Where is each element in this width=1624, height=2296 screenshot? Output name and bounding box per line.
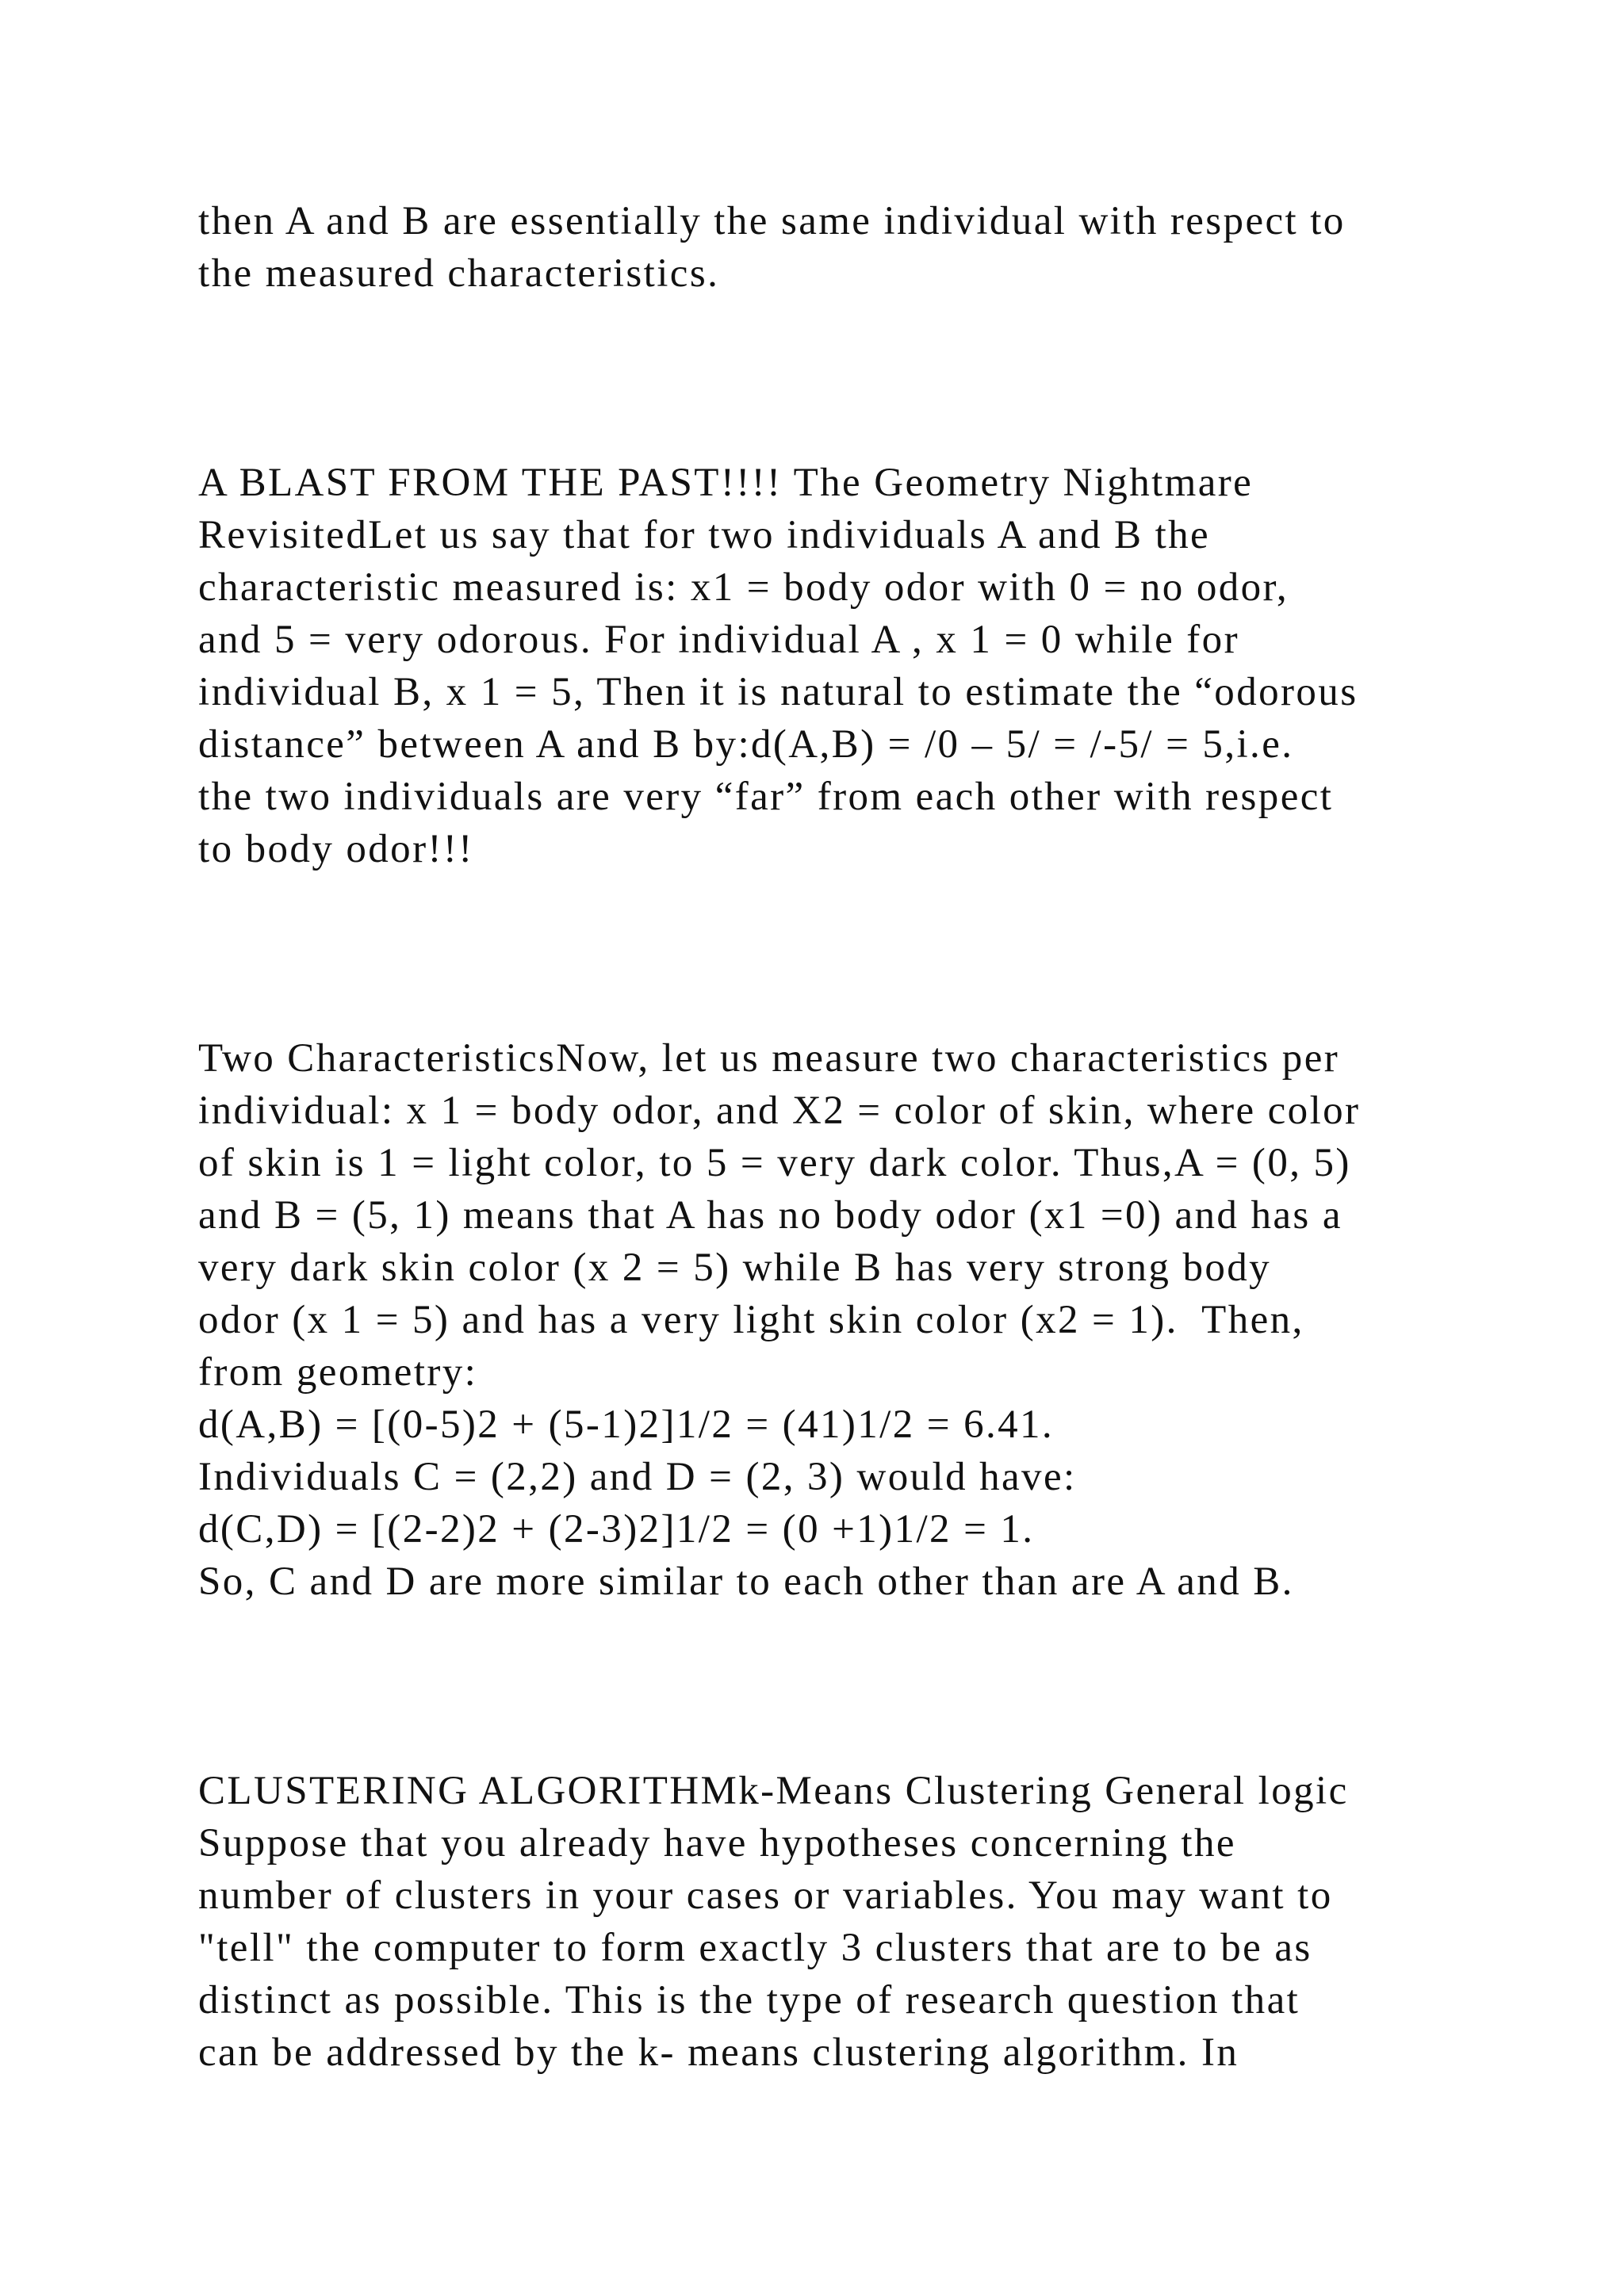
- text-line: Suppose that you already have hypotheses concerning the: [198, 1821, 1236, 1866]
- text-line: So, C and D are more similar to each other than are A and B.: [198, 1559, 1294, 1604]
- text-line: A BLAST FROM THE PAST!!!! The Geometry Nightmare: [198, 461, 1254, 505]
- text-line: d(A,B) = [(0-5)2 + (5-1)2]1/2 = (41)1/2 = 6.41.: [198, 1402, 1055, 1447]
- text-line: the measured characteristics.: [198, 251, 720, 296]
- text-line: the two individuals are very “far” from each other with respect: [198, 775, 1334, 819]
- text-line: d(C,D) = [(2-2)2 + (2-3)2]1/2 = (0 +1)1/2 = 1.: [198, 1507, 1035, 1552]
- text-line: Individuals C = (2,2) and D = (2, 3) would have:: [198, 1455, 1077, 1499]
- text-line: of skin is 1 = light color, to 5 = very dark color. Thus,A = (0, 5): [198, 1141, 1351, 1185]
- text-line: odor (x 1 = 5) and has a very light skin color (x2 = 1). Then,: [198, 1298, 1304, 1342]
- text-line: "tell" the computer to form exactly 3 clusters that are to be as: [198, 1926, 1312, 1970]
- text-line: individual B, x 1 = 5, Then it is natural to estimate the “odorous: [198, 670, 1358, 714]
- text-line: distinct as possible. This is the type of research question that: [198, 1978, 1300, 2022]
- text-line: RevisitedLet us say that for two individuals A and B the: [198, 513, 1211, 557]
- text-line: to body odor!!!: [198, 827, 474, 871]
- text-line: characteristic measured is: x1 = body odor with 0 = no odor,: [198, 565, 1289, 610]
- text-line: number of clusters in your cases or variables. You may want to: [198, 1873, 1333, 1918]
- text-line: very dark skin color (x 2 = 5) while B has very strong body: [198, 1246, 1272, 1290]
- text-line: distance” between A and B by:d(A,B) = /0 – 5/ = /-5/ = 5,i.e.: [198, 722, 1294, 767]
- text-line: and B = (5, 1) means that A has no body odor (x1 =0) and has a: [198, 1193, 1342, 1238]
- text-line: CLUSTERING ALGORITHMk-Means Clustering General logic: [198, 1769, 1349, 1813]
- text-line: Two CharacteristicsNow, let us measure two characteristics per: [198, 1036, 1340, 1081]
- text-line: can be addressed by the k- means clustering algorithm. In: [198, 2030, 1239, 2075]
- text-line: individual: x 1 = body odor, and X2 = color of skin, where color: [198, 1089, 1361, 1133]
- text-line: from geometry:: [198, 1350, 478, 1395]
- text-line: and 5 = very odorous. For individual A , x 1 = 0 while for: [198, 618, 1239, 662]
- text-line: then A and B are essentially the same individual with respect to: [198, 199, 1346, 243]
